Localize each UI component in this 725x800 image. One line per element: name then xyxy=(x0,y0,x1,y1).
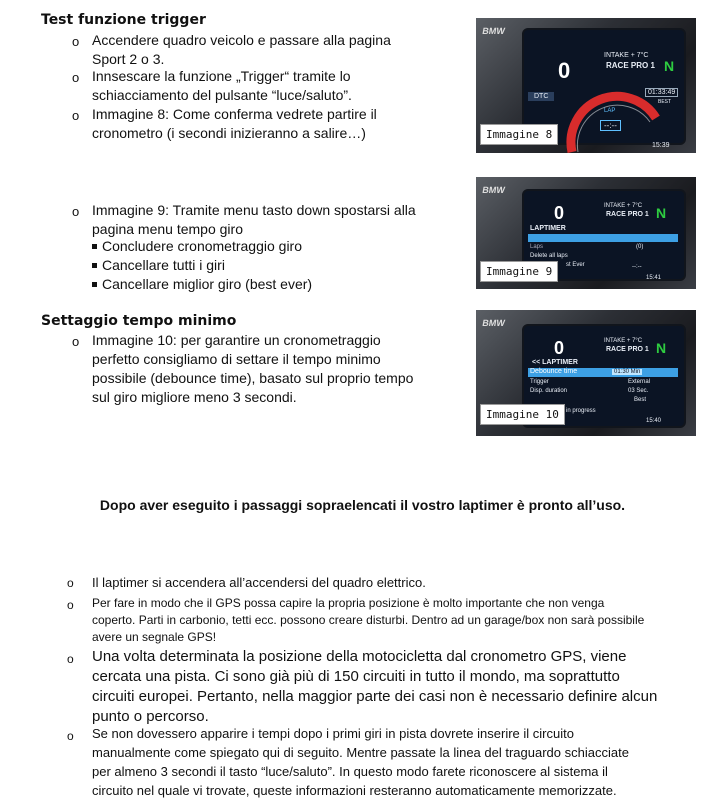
bullet-icon: o xyxy=(67,652,74,666)
note-line: circuiti europei. Pertanto, nella maggior parte dei casi non è necessario definire alcun xyxy=(92,688,658,705)
dashboard-photo-8 xyxy=(476,18,696,153)
intake-temp: INTAKE + 7°C xyxy=(604,203,643,209)
section-heading-min-time: Settaggio tempo minimo xyxy=(41,313,237,329)
note-line: Se non dovessero apparire i tempi dopo i primi giri in pista dovrete inserire il circuito xyxy=(92,726,574,741)
sub-list-item-label: Concludere cronometraggio giro xyxy=(102,238,302,254)
note-line: per almeno 3 secondi il tasto “luce/saluto”. In questo modo farete riconoscere al sistema il xyxy=(92,764,608,779)
speed-readout-icon: 0 xyxy=(554,338,565,358)
menu-row-label: st Ever xyxy=(566,262,585,268)
list-item-line: Immagine 8: Come conferma vedrete partire il xyxy=(92,106,377,122)
list-item xyxy=(92,105,377,143)
note-line: manualmente come spiegato qui di seguito. Mentre passate la linea del traguardo schiacciate xyxy=(92,745,629,760)
menu-title: << LAPTIMER xyxy=(532,359,578,366)
list-item-line: pagina menu tempo giro xyxy=(92,221,243,237)
note-line: cercata una pista. Ci sono già più di 150 circuiti in tutto il mondo, ma soprattutto xyxy=(92,668,620,685)
lap-label: LAP xyxy=(604,108,616,114)
bullet-icon: o xyxy=(72,204,80,219)
square-bullet-icon xyxy=(92,282,97,287)
progress-status: in progress xyxy=(566,408,596,414)
list-item-line: perfetto consigliamo di settare il tempo minimo xyxy=(92,351,381,367)
bullet-icon: o xyxy=(67,598,74,612)
menu-selected-row xyxy=(528,234,678,242)
menu-row-label: Debounce time xyxy=(530,368,578,375)
list-item-line: schiacciamento del pulsante “luce/saluto”. xyxy=(92,87,352,103)
menu-row-label: Trigger xyxy=(530,379,549,385)
image-caption: Immagine 10 xyxy=(480,404,565,425)
gear-indicator: N xyxy=(664,58,675,74)
ride-mode: RACE PRO 1 xyxy=(606,211,649,218)
list-item xyxy=(92,331,413,407)
note-item: Il laptimer si accendera all’accendersi del quadro elettrico. xyxy=(92,575,426,590)
menu-row-label: Delete all laps xyxy=(530,253,568,259)
image-caption: Immagine 9 xyxy=(480,261,558,282)
brand-logo-icon: BMW xyxy=(481,318,506,328)
note-item xyxy=(92,647,702,727)
square-bullet-icon xyxy=(92,244,97,249)
bullet-icon: o xyxy=(72,70,80,85)
note-item xyxy=(92,724,702,800)
summary-note: Dopo aver eseguito i passaggi sopraelencati il vostro laptimer è pronto all’uso. xyxy=(99,497,626,513)
dtc-label: DTC xyxy=(528,92,554,101)
sub-list-item xyxy=(92,275,312,294)
menu-row-value: (0) xyxy=(636,244,644,250)
best-label: BEST xyxy=(658,99,672,105)
note-line: circuito nel quale vi trovate, queste informazioni resteranno automaticamente memorizzate. xyxy=(92,783,617,798)
menu-row-value: External xyxy=(628,379,651,385)
sub-list-item xyxy=(92,256,225,275)
list-item-line: possibile (debounce time), basato sul proprio tempo xyxy=(92,370,414,386)
list-item xyxy=(92,67,352,105)
note-line: coperto. Parti in carbonio, tetti ecc. possono creare disturbi. Dentro ad un garage/box non sarà possibile xyxy=(92,613,645,627)
gear-indicator: N xyxy=(656,340,667,356)
lap-time-box: --:-- xyxy=(600,120,621,131)
intake-temp: INTAKE + 7°C xyxy=(604,52,649,59)
gear-indicator: N xyxy=(656,205,667,221)
menu-row-value: Best xyxy=(634,397,647,403)
list-item-line: Immagine 10: per garantire un cronometraggio xyxy=(92,332,381,348)
sub-list-item-label: Cancellare tutti i giri xyxy=(102,257,225,273)
speed-readout-icon: 0 xyxy=(554,203,565,223)
menu-title: LAPTIMER xyxy=(530,225,566,232)
clock: 15:41 xyxy=(646,275,662,281)
note-line: Per fare in modo che il GPS possa capire la propria posizione è molto importante che non venga xyxy=(92,596,605,610)
section-heading-trigger-test: Test funzione trigger xyxy=(41,12,206,28)
clock: 15:39 xyxy=(652,142,670,149)
bullet-icon: o xyxy=(67,576,74,590)
list-item-line: Accendere quadro veicolo e passare alla pagina xyxy=(92,32,391,48)
ride-mode: RACE PRO 1 xyxy=(606,61,655,70)
bullet-icon: o xyxy=(72,108,80,123)
dashboard-photo-9 xyxy=(476,177,696,289)
intake-temp: INTAKE + 7°C xyxy=(604,338,643,344)
list-item-line: cronometro (i secondi inizieranno a salire…) xyxy=(92,125,366,141)
clock: 15:40 xyxy=(646,418,662,424)
best-lap-time: 01:33:49 xyxy=(645,88,678,97)
sub-list-item xyxy=(92,237,302,256)
list-item-line: sul giro migliore meno 3 secondi. xyxy=(92,389,297,405)
brand-logo-icon: BMW xyxy=(481,185,506,195)
bullet-icon: o xyxy=(67,729,74,743)
square-bullet-icon xyxy=(92,263,97,268)
note-line: avere un segnale GPS! xyxy=(92,630,217,644)
sub-list-item-label: Cancellare miglior giro (best ever) xyxy=(102,276,313,292)
menu-row-label: Disp. duration xyxy=(530,388,568,394)
dashboard-photo-10 xyxy=(476,310,696,436)
list-item-line: Immagine 9: Tramite menu tasto down spostarsi alla xyxy=(92,202,416,218)
list-item-line: Innsescare la funzione „Trigger“ tramite lo xyxy=(92,68,351,84)
list-item xyxy=(92,31,391,69)
image-caption: Immagine 8 xyxy=(480,124,558,145)
note-line: punto o percorso. xyxy=(92,708,209,725)
menu-row-value: 01:30 Min xyxy=(614,369,641,375)
list-item-line: Sport 2 o 3. xyxy=(92,51,165,67)
menu-row-value: --:-- xyxy=(632,264,642,270)
bullet-icon: o xyxy=(72,334,80,349)
note-line: Una volta determinata la posizione della motocicletta dal cronometro GPS, viene xyxy=(92,648,627,665)
menu-row-label: Laps xyxy=(530,244,544,250)
brand-logo-icon: BMW xyxy=(481,26,506,36)
speed-readout-icon: 0 xyxy=(558,58,571,83)
ride-mode: RACE PRO 1 xyxy=(606,346,649,353)
list-item xyxy=(92,201,416,239)
menu-row-value: 03 Sec. xyxy=(628,388,649,394)
note-item xyxy=(92,595,702,646)
bullet-icon: o xyxy=(72,34,80,49)
